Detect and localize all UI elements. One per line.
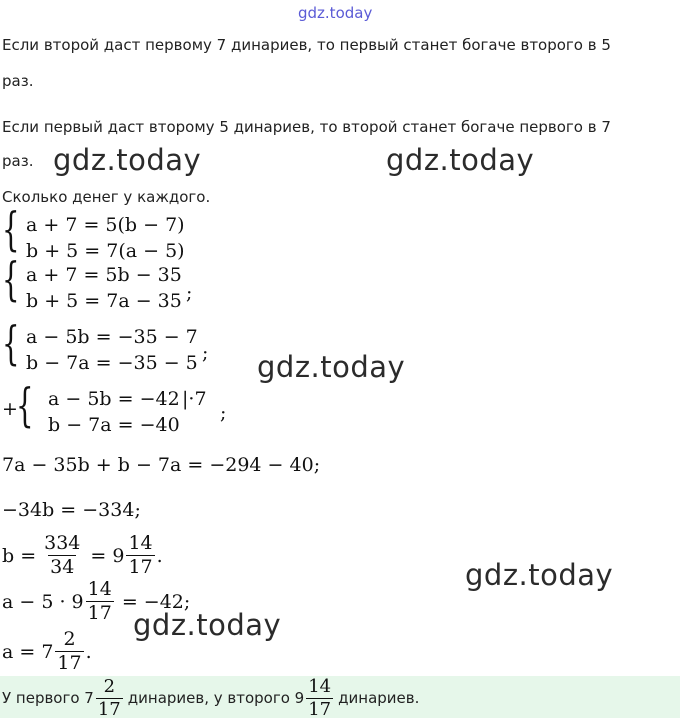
problem-line-1: Если второй даст первому 7 динариев, то первый станет богаче второго в 5 (2, 36, 611, 54)
step-3-numerator: 334 (44, 532, 81, 554)
step-4-denominator: 17 (87, 602, 112, 624)
system4-separator: ; (220, 402, 227, 424)
watermark-4: gdz.today (465, 558, 614, 592)
step-3 (2, 534, 163, 577)
answer-fraction-2-denominator: 17 (308, 698, 332, 720)
step-3-mixed-numerator: 14 (128, 532, 153, 554)
step-5-numerator: 2 (63, 628, 76, 650)
step-5-denominator: 17 (57, 652, 82, 674)
step-4-rhs: = −42; (121, 590, 191, 613)
step-4-lhs: a − 5 · 9 (2, 590, 84, 613)
step-1: 7a − 35b + b − 7a = −294 − 40; (2, 454, 321, 476)
step-3-mixed-denominator: 17 (128, 556, 153, 578)
watermark-3: gdz.today (257, 350, 406, 384)
answer-pre: У первого 7 (2, 689, 94, 707)
system3-separator: ; (202, 342, 209, 364)
step-5-lhs: a = 7 (2, 640, 54, 663)
step-5-fraction (55, 630, 83, 673)
brace-system-2: { (2, 252, 20, 306)
brace-system-1: { (2, 202, 20, 256)
answer-fraction-1 (96, 675, 123, 720)
problem-line-3: Если первый даст второму 5 динариев, то второй станет богаче первого в 7 (2, 118, 611, 136)
answer-fraction-1-denominator: 17 (97, 698, 121, 720)
system4-eq1: a − 5b = −42 (48, 388, 180, 410)
brace-system-4: { (16, 378, 34, 432)
answer-fraction-1-numerator: 2 (103, 675, 116, 697)
brace-system-3: { (2, 316, 20, 370)
watermark-2: gdz.today (386, 143, 535, 177)
answer-post: динариев. (338, 689, 420, 707)
step-5-end: . (85, 640, 92, 663)
step-3-end: . (156, 544, 163, 567)
answer-mid: динариев, у второго 9 (127, 689, 305, 707)
system4-eq2: b − 7a = −40 (48, 414, 180, 436)
step-3-denominator: 34 (50, 556, 75, 578)
system4-multiplier: |·7 (182, 388, 207, 410)
watermark-5: gdz.today (133, 608, 282, 642)
answer (2, 675, 420, 720)
step-4-fraction (86, 580, 114, 623)
system2-separator: ; (186, 282, 193, 304)
step-3-fraction (42, 534, 82, 577)
watermark-top: gdz.today (298, 4, 373, 22)
system3-eq2: b − 7a = −35 − 5 (26, 352, 198, 374)
system1-eq2: b + 5 = 7(a − 5) (26, 240, 185, 262)
step-4 (2, 580, 190, 623)
step-2: −34b = −334; (2, 499, 141, 521)
step-3-equals: = 9 (90, 544, 125, 567)
problem-line-2: раз. (2, 72, 34, 90)
system3-eq1: a − 5b = −35 − 7 (26, 326, 198, 348)
problem-line-4: раз. (2, 152, 34, 170)
system2-eq1: a + 7 = 5b − 35 (26, 264, 182, 286)
system2-eq2: b + 5 = 7a − 35 (26, 290, 182, 312)
step-4-numerator: 14 (87, 578, 112, 600)
step-3-mixed-fraction (126, 534, 154, 577)
system1-eq1: a + 7 = 5(b − 7) (26, 214, 185, 236)
step-5 (2, 630, 92, 673)
system4-plus: + (2, 398, 18, 420)
problem-question: Сколько денег у каждого. (2, 188, 211, 206)
answer-fraction-2-numerator: 14 (308, 675, 332, 697)
watermark-1: gdz.today (53, 143, 202, 177)
answer-fraction-2 (306, 675, 333, 720)
step-3-lhs: b = (2, 544, 37, 567)
